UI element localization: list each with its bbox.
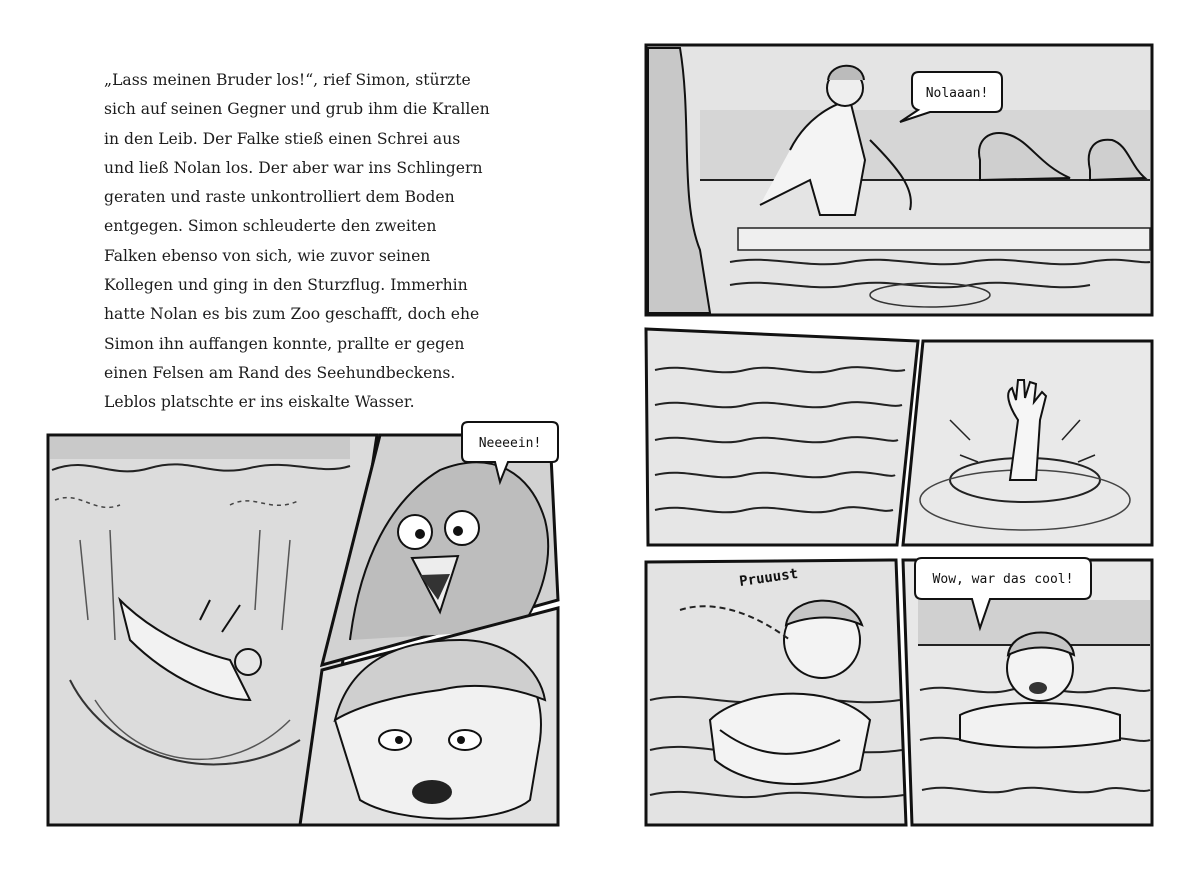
story-line: Kollegen und ging in den Sturzflug. Immerhin <box>104 276 468 295</box>
sfx-text-pruuust: Pruuust <box>738 565 799 590</box>
story-line: hatte Nolan es bis zum Zoo geschafft, doch ehe <box>104 305 480 324</box>
comic-panel-poolside <box>646 45 1152 315</box>
story-line: entgegen. Simon schleuderte den zweiten <box>104 217 437 236</box>
bubble-text-neeeein: Neeeein! <box>478 436 542 451</box>
bubble-text-nolaaan: Nolaaan! <box>925 86 989 101</box>
comic-panel-spit <box>646 560 906 825</box>
story-line: „Lass meinen Bruder los!“, rief Simon, stürzte <box>104 71 471 89</box>
story-line: einen Felsen am Rand des Seehundbeckens. <box>104 363 456 382</box>
story-line: in den Leib. Der Falke stieß einen Schrei aus <box>104 129 461 148</box>
story-line: geraten und raste unkontrolliert dem Boden <box>104 188 455 207</box>
story-line: Falken ebenso von sich, wie zuvor seinen <box>104 246 431 265</box>
comic-panel-water <box>646 329 918 545</box>
bubble-text-wow: Wow, war das cool! <box>932 572 1074 587</box>
right-comic-strip <box>600 0 1200 869</box>
story-line: Simon ihn auffangen konnte, prallte er gegen <box>104 334 465 353</box>
story-line: Leblos platschte er ins eiskalte Wasser. <box>104 393 415 412</box>
right-page <box>600 0 1200 869</box>
comic-panel-hand <box>903 341 1152 545</box>
story-line: sich auf seinen Gegner und grub ihm die Krallen <box>104 100 490 119</box>
story-line: und ließ Nolan los. Der aber war ins Schlingern <box>104 158 483 177</box>
